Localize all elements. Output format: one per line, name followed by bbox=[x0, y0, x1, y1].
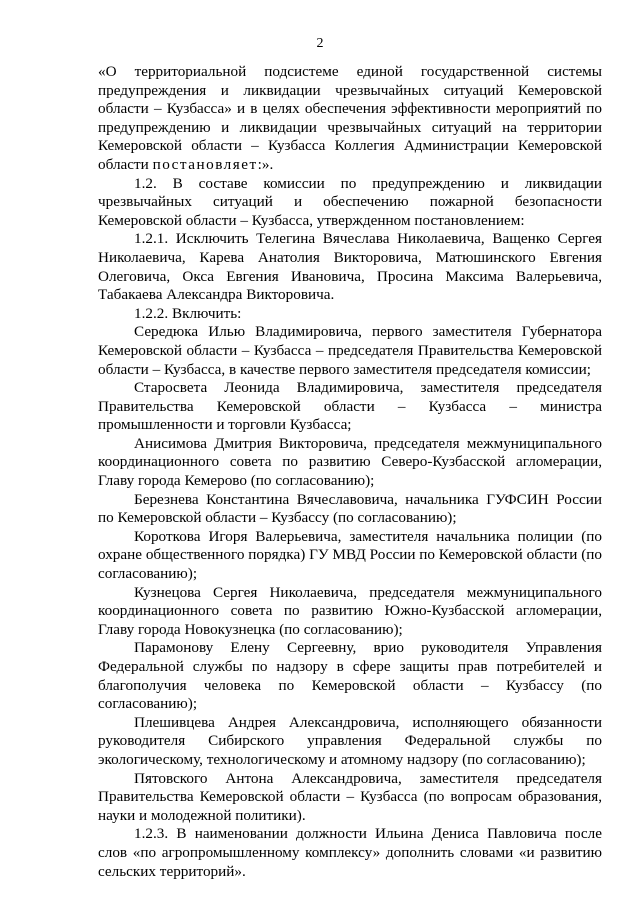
member-entry: Парамонову Елену Сергеевну, врио руководителя Управления Федеральной службы по надзору в сфере защиты прав потребителей и благополучия человека по Кемеровской области – Кузбассу (по согласованию); bbox=[98, 639, 602, 713]
paragraph-1-2-2: 1.2.2. Включить: bbox=[134, 304, 242, 322]
resolution-word: постановляет bbox=[152, 155, 258, 173]
member-entry: Плешивцева Андрея Александровича, исполняющего обязанности руководителя Сибирского управления Федеральной службы по экологическому, технологическому и атомному надзору (по согласованию); bbox=[98, 713, 602, 768]
member-entry: Анисимова Дмитрия Викторовича, председателя межмуниципального координационного совета по развитию Северо-Кузбасской агломерации, Главу города Кемерово (по согласованию); bbox=[98, 434, 602, 490]
member-entry: Кузнецова Сергея Николаевича, председателя межмуниципального координационного совета по развитию Южно-Кузбасской агломерации, Главу города Новокузнецка (по согласованию); bbox=[98, 583, 602, 638]
paragraph-intro-text: «О территориальной подсистеме единой государственной системы предупреждения и ликвидации чрезвычайных ситуаций Кемеровской области – Кузбасса» и в целях обеспечения эффективности мероприятий по предупреждению и ликвидации чрезвычайных ситуаций на территории Кемеровской области – Кузбасса Коллегия Администрации Кемеровской области bbox=[98, 63, 602, 173]
member-entry: Березнева Константина Вячеславовича, начальника ГУФСИН России по Кемеровской области – Кузбассу (по согласованию); bbox=[98, 490, 602, 527]
member-entry: Короткова Игоря Валерьевича, заместителя начальника полиции (по охране общественного порядка) ГУ МВД России по Кемеровской области (по согласованию); bbox=[98, 527, 602, 583]
member-entry: Пятовского Антона Александровича, заместителя председателя Правительства Кемеровской области – Кузбасса (по вопросам образования, науки и молодежной политики). bbox=[98, 769, 602, 824]
member-entry: Старосвета Леонида Владимировича, заместителя председателя Правительства Кемеровской области – Кузбасса – министра промышленности и торговли Кузбасса; bbox=[98, 379, 602, 434]
paragraph-1-2-1: 1.2.1. Исключить Телегина Вячеслава Николаевича, Ващенко Сергея Николаевича, Карева Анатолия Викторовича, Матюшинского Евгения Олеговича, Окса Евгения Ивановича, Просина Максима Валерьевича, Табакаева Александра Викторовича. bbox=[98, 230, 602, 304]
page-number: 2 bbox=[316, 36, 324, 51]
paragraph-intro bbox=[98, 63, 602, 175]
paragraph-1-2-3: 1.2.3. В наименовании должности Ильина Дениса Павловича после слов «по агропромышленному комплексу» дополнить словами «и развитию сельских территорий». bbox=[98, 825, 602, 880]
paragraph-1-2: 1.2. В составе комиссии по предупреждению и ликвидации чрезвычайных ситуаций и обеспечению пожарной безопасности Кемеровской области – Кузбасса, утвержденном постановлением: bbox=[98, 174, 602, 229]
member-entry: Середюка Илью Владимировича, первого заместителя Губернатора Кемеровской области – Кузбасса – председателя Правительства Кемеровской области – Кузбасса, в качестве первого заместителя председателя комиссии; bbox=[98, 323, 602, 378]
document-body bbox=[98, 63, 602, 881]
paragraph-intro-end: :». bbox=[257, 155, 274, 173]
